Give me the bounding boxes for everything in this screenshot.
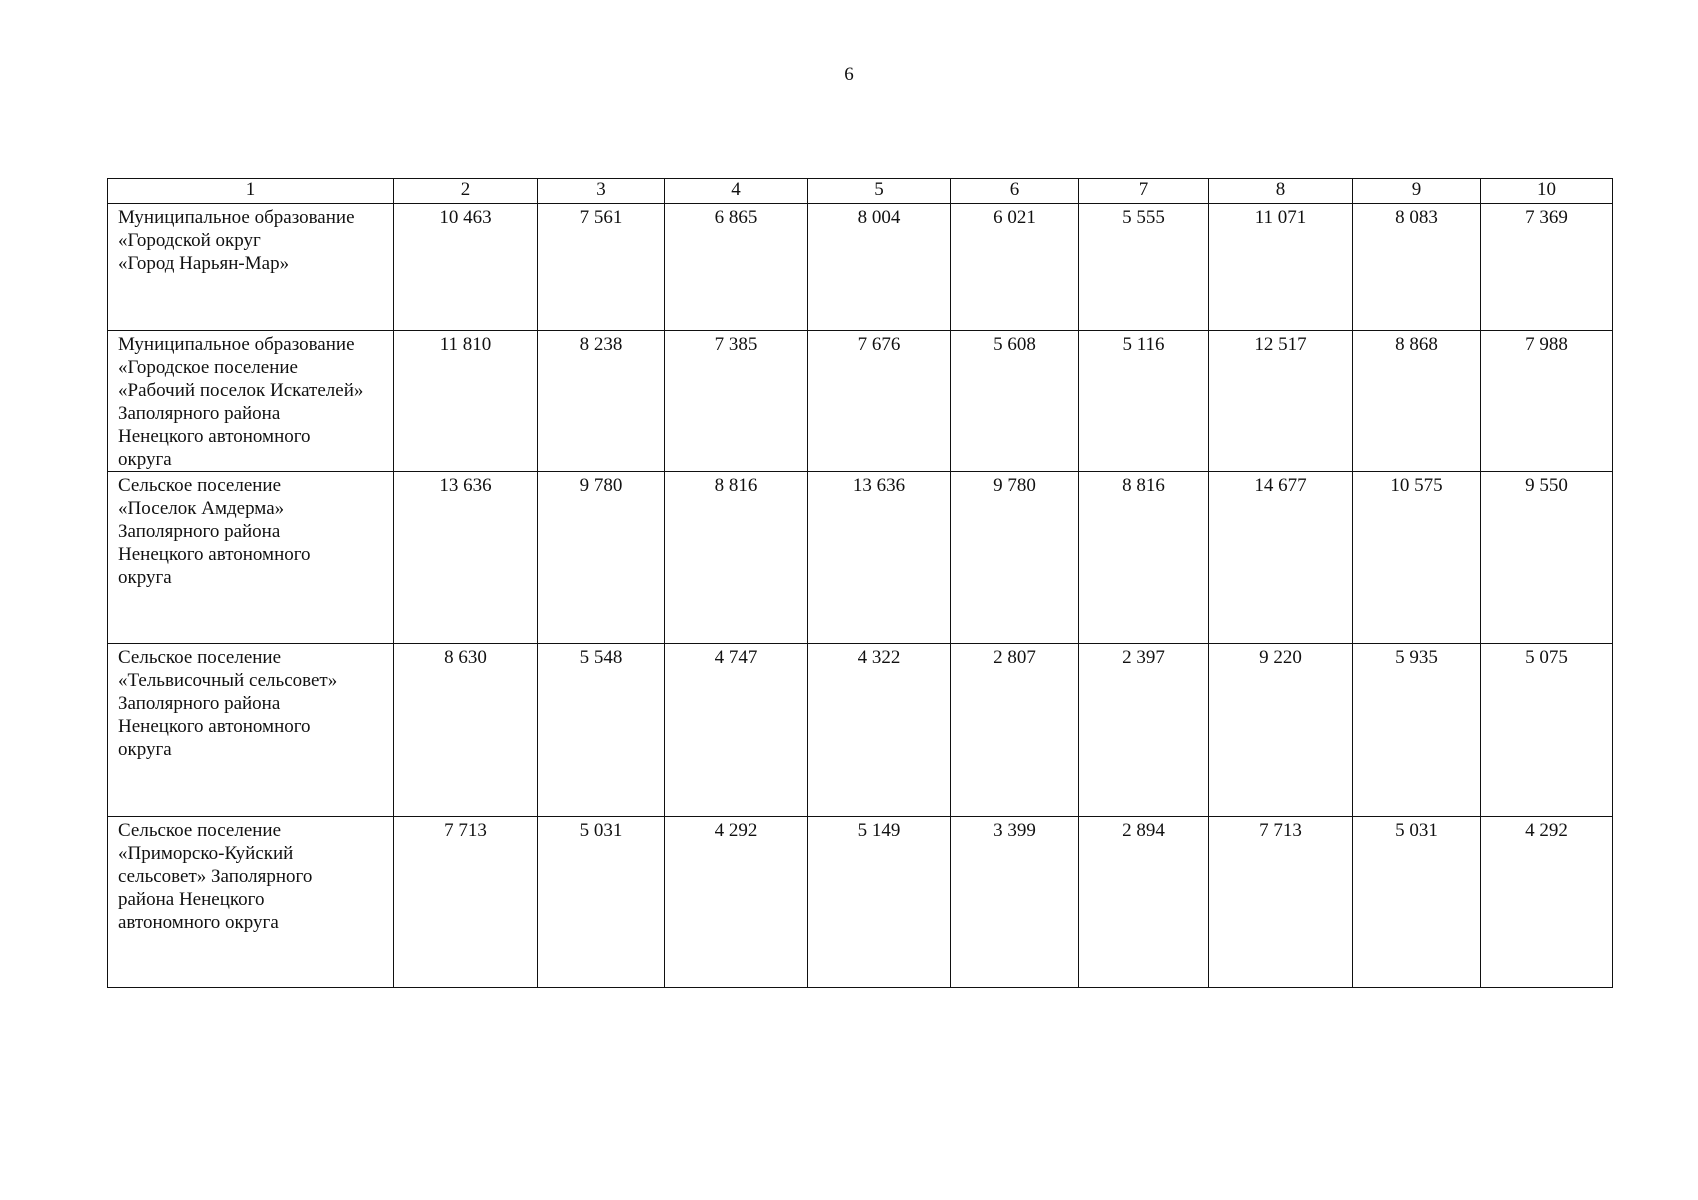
column-header: 9	[1353, 179, 1481, 204]
value-cell: 6 021	[951, 204, 1079, 331]
value-cell: 4 292	[665, 817, 808, 988]
value-cell: 8 238	[538, 331, 665, 472]
value-cell: 7 713	[394, 817, 538, 988]
value-cell: 7 369	[1481, 204, 1613, 331]
name-line: Муниципальное образование	[118, 207, 355, 228]
column-header: 5	[808, 179, 951, 204]
name-line: «Приморско-Куйский	[118, 843, 294, 864]
page-number: 6	[844, 64, 854, 85]
value-cell: 5 555	[1079, 204, 1209, 331]
value-cell: 5 075	[1481, 644, 1613, 817]
value-cell: 14 677	[1209, 472, 1353, 644]
value-cell: 2 894	[1079, 817, 1209, 988]
table-row	[108, 204, 1613, 331]
name-line: округа	[118, 449, 172, 470]
value-cell: 8 816	[665, 472, 808, 644]
value-cell: 13 636	[808, 472, 951, 644]
value-cell: 7 676	[808, 331, 951, 472]
name-line: округа	[118, 739, 172, 760]
name-line: «Поселок Амдерма»	[118, 498, 285, 519]
value-cell: 7 385	[665, 331, 808, 472]
value-cell: 10 575	[1353, 472, 1481, 644]
value-cell: 8 630	[394, 644, 538, 817]
name-line: Ненецкого автономного	[118, 716, 311, 737]
value-cell: 4 747	[665, 644, 808, 817]
municipality-name-cell	[108, 331, 394, 472]
name-line: района Ненецкого	[118, 889, 265, 910]
municipality-name-cell	[108, 644, 394, 817]
value-cell: 2 397	[1079, 644, 1209, 817]
name-line: автономного округа	[118, 912, 279, 933]
name-line: «Тельвисочный сельсовет»	[118, 670, 338, 691]
municipality-name-cell	[108, 817, 394, 988]
name-line: Заполярного района	[118, 521, 281, 542]
value-cell: 5 031	[538, 817, 665, 988]
value-cell: 5 548	[538, 644, 665, 817]
value-cell: 4 322	[808, 644, 951, 817]
municipality-name-cell	[108, 472, 394, 644]
column-header: 3	[538, 179, 665, 204]
name-line: «Рабочий поселок Искателей»	[118, 380, 364, 401]
value-cell: 7 713	[1209, 817, 1353, 988]
value-cell: 8 868	[1353, 331, 1481, 472]
value-cell: 9 550	[1481, 472, 1613, 644]
table-row	[108, 817, 1613, 988]
table-header-row	[108, 179, 1613, 204]
name-line: Муниципальное образование	[118, 334, 355, 355]
value-cell: 11 071	[1209, 204, 1353, 331]
name-line: округа	[118, 567, 172, 588]
column-header: 10	[1481, 179, 1613, 204]
value-cell: 2 807	[951, 644, 1079, 817]
value-cell: 11 810	[394, 331, 538, 472]
value-cell: 9 780	[951, 472, 1079, 644]
name-line: «Городское поселение	[118, 357, 298, 378]
column-header: 2	[394, 179, 538, 204]
value-cell: 13 636	[394, 472, 538, 644]
name-line: Ненецкого автономного	[118, 544, 311, 565]
value-cell: 8 816	[1079, 472, 1209, 644]
column-header: 8	[1209, 179, 1353, 204]
data-table	[107, 178, 1613, 988]
name-line: «Городской округ	[118, 230, 261, 251]
value-cell: 3 399	[951, 817, 1079, 988]
value-cell: 5 149	[808, 817, 951, 988]
column-header: 1	[108, 179, 394, 204]
name-line: Заполярного района	[118, 403, 281, 424]
value-cell: 5 608	[951, 331, 1079, 472]
name-line: Сельское поселение	[118, 820, 282, 841]
name-line: Сельское поселение	[118, 647, 282, 668]
value-cell: 12 517	[1209, 331, 1353, 472]
name-line: Ненецкого автономного	[118, 426, 311, 447]
value-cell: 9 220	[1209, 644, 1353, 817]
table-row	[108, 472, 1613, 644]
name-line: «Город Нарьян-Мар»	[118, 253, 290, 274]
column-header: 4	[665, 179, 808, 204]
value-cell: 8 004	[808, 204, 951, 331]
value-cell: 8 083	[1353, 204, 1481, 331]
table-row	[108, 644, 1613, 817]
municipality-name-cell	[108, 204, 394, 331]
name-line: сельсовет» Заполярного	[118, 866, 313, 887]
value-cell: 7 561	[538, 204, 665, 331]
table-row	[108, 331, 1613, 472]
value-cell: 4 292	[1481, 817, 1613, 988]
value-cell: 9 780	[538, 472, 665, 644]
value-cell: 7 988	[1481, 331, 1613, 472]
column-header: 6	[951, 179, 1079, 204]
column-header: 7	[1079, 179, 1209, 204]
value-cell: 5 935	[1353, 644, 1481, 817]
name-line: Сельское поселение	[118, 475, 282, 496]
value-cell: 5 116	[1079, 331, 1209, 472]
name-line: Заполярного района	[118, 693, 281, 714]
value-cell: 5 031	[1353, 817, 1481, 988]
value-cell: 6 865	[665, 204, 808, 331]
value-cell: 10 463	[394, 204, 538, 331]
